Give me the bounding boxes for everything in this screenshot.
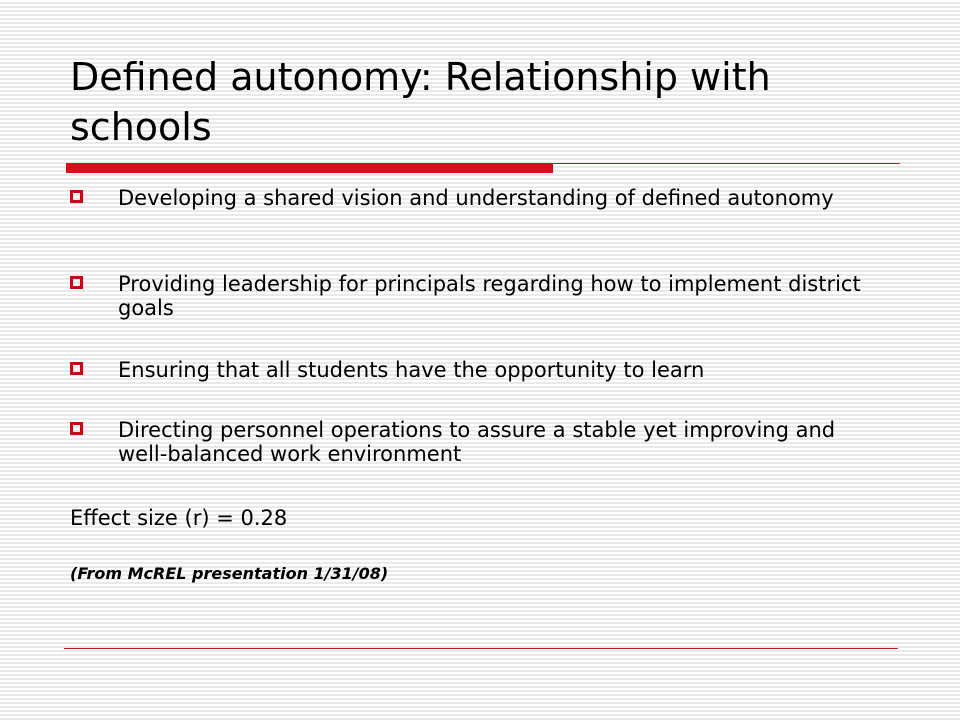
square-bullet-icon [70, 190, 83, 203]
square-bullet-icon [70, 362, 83, 375]
bullet-text: Developing a shared vision and understanding of defined autonomy [118, 186, 834, 210]
title-underline-accent [66, 163, 553, 173]
effect-size-text: Effect size (r) = 0.28 [70, 506, 288, 530]
footer-rule [64, 648, 898, 649]
bullet-text: Directing personnel operations to assure a stable yet improving and well-balanced work environment [118, 418, 836, 466]
title-underline-rule [553, 163, 900, 164]
square-bullet-icon [70, 422, 83, 435]
bullet-text: Providing leadership for principals regarding how to implement district goals [118, 272, 861, 320]
square-bullet-icon [70, 276, 83, 289]
bullet-text: Ensuring that all students have the opportunity to learn [118, 358, 705, 382]
source-citation: (From McREL presentation 1/31/08) [70, 564, 389, 583]
slide-title: Defined autonomy: Relationship with schools [70, 55, 771, 149]
